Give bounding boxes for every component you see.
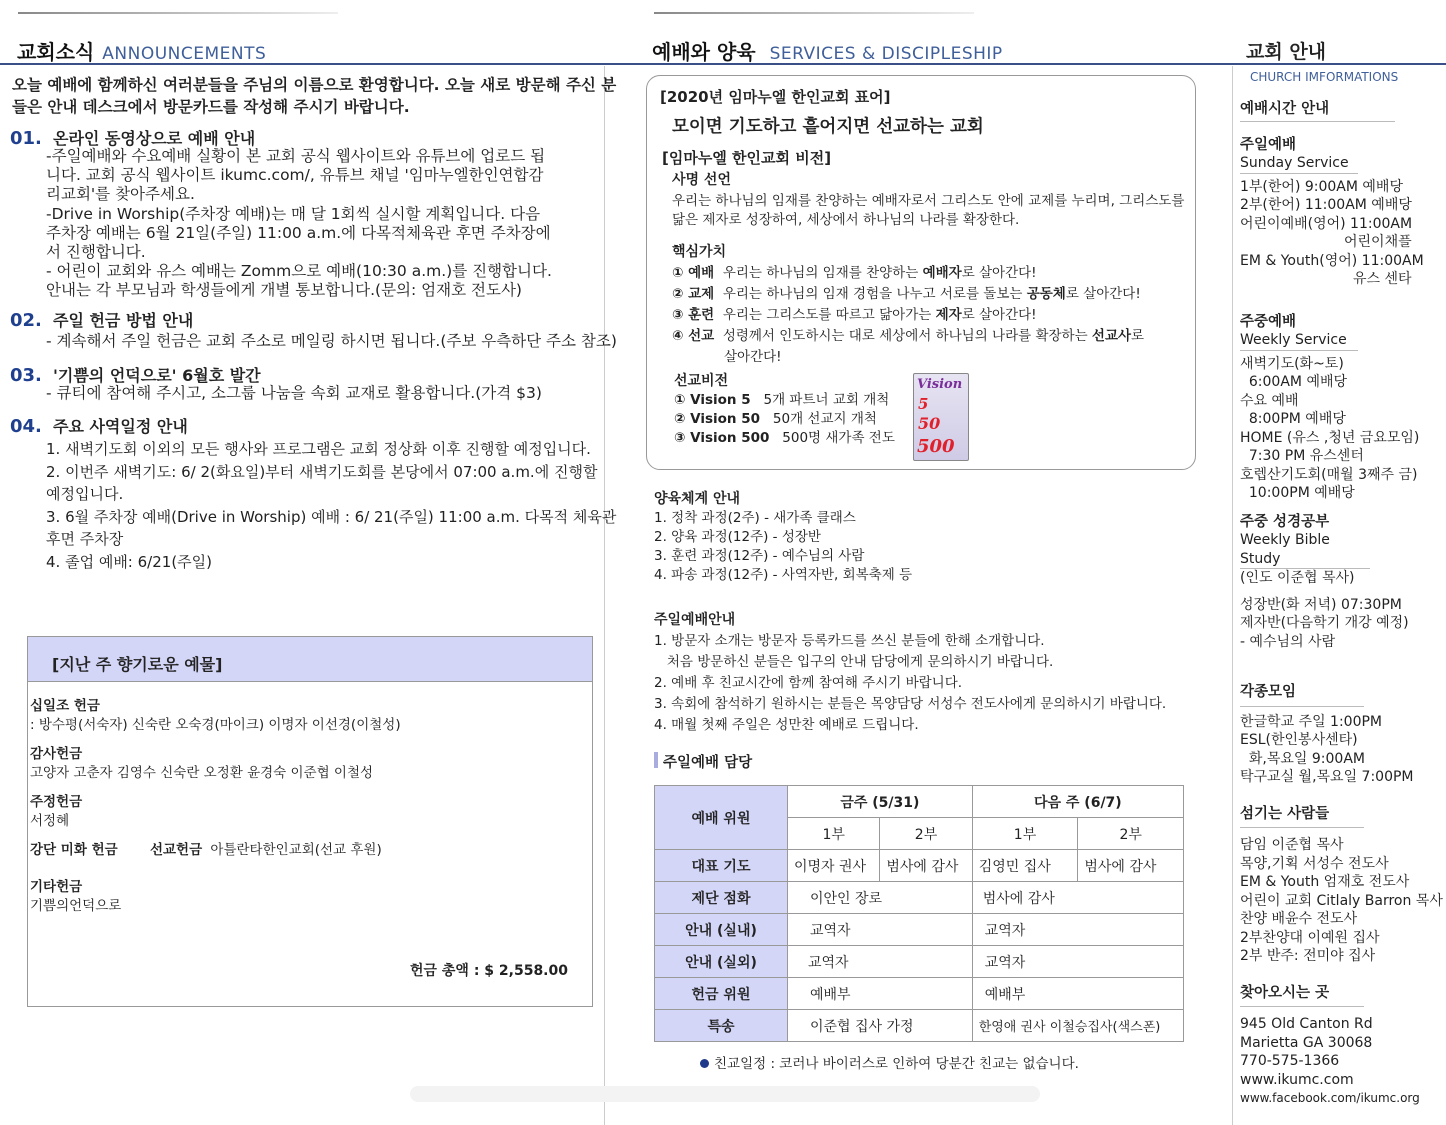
bible-study-lead: (인도 이준협 목사) [1240,570,1355,586]
announcement-item-3 [10,363,261,386]
weekly-service-line: HOME (유스 ,청년 금요모임) [1240,429,1420,446]
column-divider-1 [604,66,605,1125]
weekly-service-line: 8:00PM 예배당 [1240,411,1346,427]
announcement-item-1-body [46,147,552,301]
core-value-3 [672,305,1144,326]
offering-title-bar [28,637,592,682]
sunday-service-line: 1부(한어) 9:00AM 예배당 [1240,178,1403,195]
row-role: 제단 점화 [655,882,788,914]
vision-logo-50: 50 [918,414,941,433]
vision-logo-5: 5 [918,395,929,413]
mission-vision-item [674,429,895,448]
cell: 교역자 [972,914,1183,946]
location-title: 찾아오시는 곳 [1240,984,1364,1008]
discipleship-item: 1. 정착 과정(2주) - 새가족 클래스 [654,510,856,526]
staff-line: 2부 반주: 전미야 집사 [1240,948,1376,964]
welcome-text [12,74,616,118]
core-mark: ④ 선교 [672,328,715,344]
facebook-link[interactable]: www.facebook.com/ikumc.org [1240,1091,1420,1105]
sunday-service-en: Sunday Service [1240,154,1358,174]
announcements-title: 교회소식 [17,40,95,64]
item-line: 4. 졸업 예배: 6/21(주일) [46,552,212,571]
groups-line: ESL(한인봉사센타) [1240,732,1358,748]
row-role: 대표 기도 [655,850,788,882]
core-values [672,242,1144,368]
fellowship-note [700,1052,1079,1072]
other-label: 기타헌금 [30,879,83,895]
discipleship-item: 4. 파송 과정(12주) - 사역자반, 회복축제 등 [654,567,913,583]
cell: 김영민 집사 [972,850,1078,882]
core-bold: 제자 [935,307,962,323]
bible-study-en: Weekly Bible Study [1240,531,1370,569]
sunday-guide-item: 2. 예배 후 친교시간에 함께 참여해 주시기 바랍니다. [654,675,963,691]
cell: 교역자 [788,914,973,946]
mission-label: 선교헌금 [149,842,203,858]
groups-line: 한글학교 주일 1:00PM [1240,713,1383,730]
core-text: 로 [1131,328,1145,344]
altar-label: 강단 미화 헌금 [30,842,118,858]
vision-desc: 5개 파트너 교회 개척 [763,392,890,408]
address-line: 945 Old Canton Rd [1240,1016,1373,1032]
services-header [652,36,1003,65]
duty-title-marker [654,752,658,768]
announcement-item-4 [10,414,188,437]
cell: 범사에 감사 [880,850,972,882]
mission-visions [674,372,895,448]
cell: 한영애 권사 이철승집사(색스폰) [972,1010,1183,1042]
bible-study-title: 주중 성경공부 [1240,513,1330,530]
row-role: 특송 [655,1010,788,1042]
this-week-header: 금주 (5/31) [788,786,973,818]
right-column [1240,100,1443,1108]
duty-table [654,785,1184,1042]
vision-name: ③ Vision 500 [674,430,770,446]
column-divider-2 [1232,66,1233,1125]
staff-line: EM & Youth 엄재호 전도사 [1240,874,1410,890]
item-line: 1. 새벽기도회 이외의 모든 행사와 프로그램은 교회 정상화 이후 진행할 예정입니다. [46,440,591,458]
item-number: 01. [10,128,42,149]
weekly-service-line: 6:00AM 예배당 [1240,374,1348,390]
tithe-label: 십일조 헌금 [30,698,100,714]
motto-label: [2020년 임마누엘 한인교회 표어] [660,88,891,106]
discipleship-title: 양육체계 안내 [654,491,741,507]
staff-line: 어린이 교회 Citlaly Barron 목사 [1240,892,1443,909]
bible-study-line: 성장반(화 저녁) 07:30PM [1240,596,1402,613]
weekly-names: 서정혜 [30,813,70,829]
core-bold: 예배자 [922,265,962,281]
row-role: 헌금 위원 [655,978,788,1010]
sunday-guide-section [654,610,1166,736]
weekly-service-line: 호렙산기도회(매월 3째주 금) [1240,466,1418,483]
core-title: 핵심가치 [672,244,727,260]
sunday-guide-item: 4. 매월 첫째 주일은 성만찬 예배로 드립니다. [654,717,919,733]
item-line: 니다. 교회 공식 웹사이트 ikumc.com/, 유튜브 채널 '임마누엘한인연합감 [46,166,544,185]
item-title: 온라인 동영상으로 예배 안내 [52,129,256,148]
item-line: -Drive in Worship(주차장 예배)는 매 달 1회씩 실시할 계획입니다. 다음 [46,204,541,223]
item-line: 안내는 각 부모님과 학생들에게 개별 통보합니다.(문의: 엄재호 전도사) [46,281,522,300]
item-number: 03. [10,365,42,386]
core-text: 우리는 하나님의 임재 경험을 나누고 서로를 돌보는 [722,286,1027,302]
sunday-service-line: 어린이채플 [1344,234,1412,250]
core-text: 우리는 하나님의 임재를 찬양하는 [722,265,923,281]
mission-vision-title: 선교비전 [674,373,729,389]
vision-name: ① Vision 5 [674,392,751,408]
website-link[interactable]: www.ikumc.com [1240,1071,1354,1088]
cell: 예배부 [972,978,1183,1010]
tithe-names: : 방수평(서숙자) 신숙란 오숙경(마이크) 이명자 이선경(이철성) [30,717,401,733]
weekly-service-line: 10:00PM 예배당 [1240,485,1355,501]
announcement-item-1 [10,126,255,149]
table-row [655,1010,1184,1042]
item-line: 리교회'를 찾아주세요. [46,185,195,204]
thanks-names: 고양자 고춘자 김영수 신숙란 오정환 윤경숙 이준협 이철성 [30,765,374,781]
mission-vision-item [674,391,895,410]
church-info-subheader: CHURCH IMFORMATIONS [1250,70,1399,84]
services-title: 예배와 양육 [652,40,756,64]
cell: 이명자 권사 [788,850,880,882]
core-value-2 [672,284,1144,305]
staff-title: 섬기는 사람들 [1240,805,1364,829]
vision-name: ② Vision 50 [674,411,761,427]
core-bold: 공동체 [1026,286,1066,302]
weekly-label: 주정헌금 [30,794,83,810]
weekly-service-line: 새벽기도(화~토) [1240,355,1344,372]
core-text: 로 살아간다! [1065,286,1141,302]
offering-box [27,636,593,1007]
bible-study-line: - 예수님의 사람 [1240,633,1336,650]
sunday-guide-item: 3. 속회에 참석하기 원하시는 분들은 목양담당 서성수 전도사에게 문의하시기 바랍니다. [654,696,1167,712]
cell: 범사에 감사 [972,882,1183,914]
duty-title: 주일예배 담당 [663,755,753,771]
item-number: 04. [10,416,42,437]
item-title: 주일 헌금 방법 안내 [52,311,194,330]
announcements-title-en: ANNOUNCEMENTS [102,44,267,64]
mission-names: 아틀란타한인교회(선교 후원) [210,842,382,858]
staff-line: 담임 이준협 목사 [1240,837,1344,853]
table-row [655,882,1184,914]
staff-line: 목양,기획 서성수 전도사 [1240,855,1389,872]
bottom-shadow [410,1086,1040,1102]
table-row [655,946,1184,978]
cell: 예배부 [788,978,973,1010]
discipleship-section [654,490,912,585]
item-line: 서 진행합니다. [46,243,146,262]
core-mark: ① 예배 [672,265,715,281]
vision-desc: 500명 새가족 전도 [782,430,895,446]
mission-title: 사명 선언 [672,172,731,188]
sunday-service-line: 유스 센타 [1353,271,1412,287]
discipleship-item: 2. 양육 과정(12주) - 성장반 [654,529,821,545]
core-value-1 [672,263,1144,284]
offering-total: 헌금 총액 : $ 2,558.00 [409,963,568,979]
staff-line: 찬양 배윤수 전도사 [1240,911,1358,927]
mission-statement [672,171,1184,230]
bible-study-line: 제자반(다음학기 개강 예정) [1240,615,1409,631]
sunday-service-title: 주일예배 [1240,136,1297,153]
sunday-guide-title: 주일예배안내 [654,612,736,628]
cell: 이준협 집사 가정 [788,1010,973,1042]
core-bold: 선교사 [1091,328,1132,344]
announcement-item-2 [10,308,193,331]
item-title: '기쁨의 언덕으로' 6월호 발간 [52,366,261,385]
item-number: 02. [10,310,42,331]
item-line: - 계속해서 주일 헌금은 교회 주소로 메일링 하시면 됩니다.(주보 우측하단 주소 참조) [46,332,617,350]
cell: 교역자 [788,946,973,978]
item-line: -주일예배와 수요예배 실황이 본 교회 공식 웹사이트와 유튜브에 업로드 됩 [46,147,546,165]
item-title: 주요 사역일정 안내 [52,417,188,436]
core-mark: ② 교제 [672,286,715,302]
groups-line: 탁구교실 월,목요일 7:00PM [1240,769,1414,785]
item-line: 주차장 예배는 6월 21일(주일) 11:00 a.m.에 다목적체육관 후면 주차장에 [46,223,551,242]
vision-label: [임마누엘 한인교회 비전] [662,149,832,167]
groups-line: 화,목요일 9:00AM [1240,750,1365,767]
welcome-line: 들은 안내 데스크에서 방문카드를 작성해 주시기 바랍니다. [12,98,410,116]
top-rule-mid [654,12,974,14]
core-text: 로 살아간다! [961,307,1037,323]
mission-vision-item [674,410,895,429]
announcement-item-2-body [46,332,617,351]
sunday-service-line: 어린이예배(영어) 11:00AM [1240,215,1413,232]
item-line: 후면 주차장 [46,530,124,549]
core-value-4 [672,326,1144,347]
cell: 범사에 감사 [1078,850,1184,882]
groups-title: 각종모임 [1240,683,1364,707]
item-line: - 큐티에 참여해 주시고, 소그룹 나눔을 속회 교재로 활용합니다.(가격 $3) [46,384,542,402]
offering-title: [지난 주 향기로운 예물] [52,655,223,674]
service-2-header: 2부 [880,818,972,850]
weekly-service-en: Weekly Service [1240,331,1358,351]
cell: 이안인 장로 [788,882,973,914]
item-line: - 어린이 교회와 유스 예배는 Zomm으로 예배(10:30 a.m.)를 진행합니다. [46,262,552,281]
item-line: 예정입니다. [46,485,124,504]
core-mark: ③ 훈련 [672,307,715,323]
vision-logo-500: 500 [917,436,955,457]
vision-desc: 50개 선교지 개척 [772,411,877,427]
mission-line: 우리는 하나님의 임재를 찬양하는 예배자로서 그리스도 안에 교제를 누리며, 그리스도를 [672,193,1185,209]
service-2-header: 2부 [1078,818,1184,850]
sunday-guide-item: 1. 방문자 소개는 방문자 등록카드를 쓰신 분들에 한해 소개합니다. [654,633,1045,649]
service-1-header: 1부 [972,818,1078,850]
weekly-service-line: 수요 예배 [1240,392,1299,409]
sunday-guide-item: 처음 방문하신 분들은 입구의 안내 담당에게 문의하시기 바랍니다. [654,654,1054,670]
top-rule-left [18,12,338,14]
services-title-en: SERVICES & DISCIPLESHIP [769,44,1003,64]
vision-logo [913,373,969,461]
next-week-header: 다음 주 (6/7) [972,786,1183,818]
bullet-icon [700,1059,709,1068]
motto: 모이면 기도하고 흩어지면 선교하는 교회 [672,117,984,137]
staff-line: 2부찬양대 이예원 집사 [1240,929,1380,946]
core-text: 로 살아간다! [961,265,1037,281]
announcement-item-3-body [46,384,542,403]
core-text: 우리는 그리스도를 따르고 닮아가는 [722,307,936,323]
church-info-header: 교회 안내 [1246,41,1327,63]
core-last: 살아간다! [724,349,782,365]
table-row [655,850,1184,882]
weekly-service-line: 7:30 PM 유스센터 [1240,448,1364,464]
table-row [655,914,1184,946]
fellowship-text: 친교일정 : 코러나 바이러스로 인하여 당분간 친교는 없습니다. [714,1056,1079,1072]
announcement-item-4-body [46,438,616,574]
thanks-label: 감사헌금 [30,746,83,762]
sunday-service-line: EM & Youth(영어) 11:00AM [1240,252,1424,269]
row-role: 안내 (실외) [655,946,788,978]
mission-line: 닮은 제자로 성장하여, 세상에서 하나님의 나라를 확장한다. [672,212,1020,228]
item-line: 2. 이번주 새벽기도: 6/ 2(화요일)부터 새벽기도회를 본당에서 07:00 a.m.에 진행할 [46,462,598,481]
service-times-title: 예배시간 안내 [1240,100,1395,122]
weekly-service-title: 주중예배 [1240,313,1297,330]
service-1-header: 1부 [788,818,880,850]
welcome-line: 오늘 예배에 함께하신 여러분들을 주님의 이름으로 환영합니다. 오늘 새로 방문해 주신 분 [12,76,617,94]
phone-number: 770-575-1366 [1240,1053,1340,1069]
other-names: 기쁨의언덕으로 [30,898,122,914]
address-line: Marietta GA 30068 [1240,1034,1373,1051]
table-row [655,978,1184,1010]
announcements-header [17,36,266,65]
item-line: 3. 6월 주차장 예배(Drive in Worship) 예배 : 6/ 21(주일) 11:00 a.m. 다목적 체육관 [46,507,617,526]
row-role: 안내 (실내) [655,914,788,946]
role-header: 예배 위원 [655,786,788,850]
sunday-service-line: 2부(한어) 11:00AM 예배당 [1240,197,1412,213]
core-text: 성령께서 인도하시는 대로 세상에서 하나님의 나라를 확장하는 [722,328,1092,344]
discipleship-item: 3. 훈련 과정(12주) - 예수님의 사람 [654,548,865,564]
cell: 교역자 [972,946,1183,978]
vision-logo-word: Vision [917,377,963,392]
